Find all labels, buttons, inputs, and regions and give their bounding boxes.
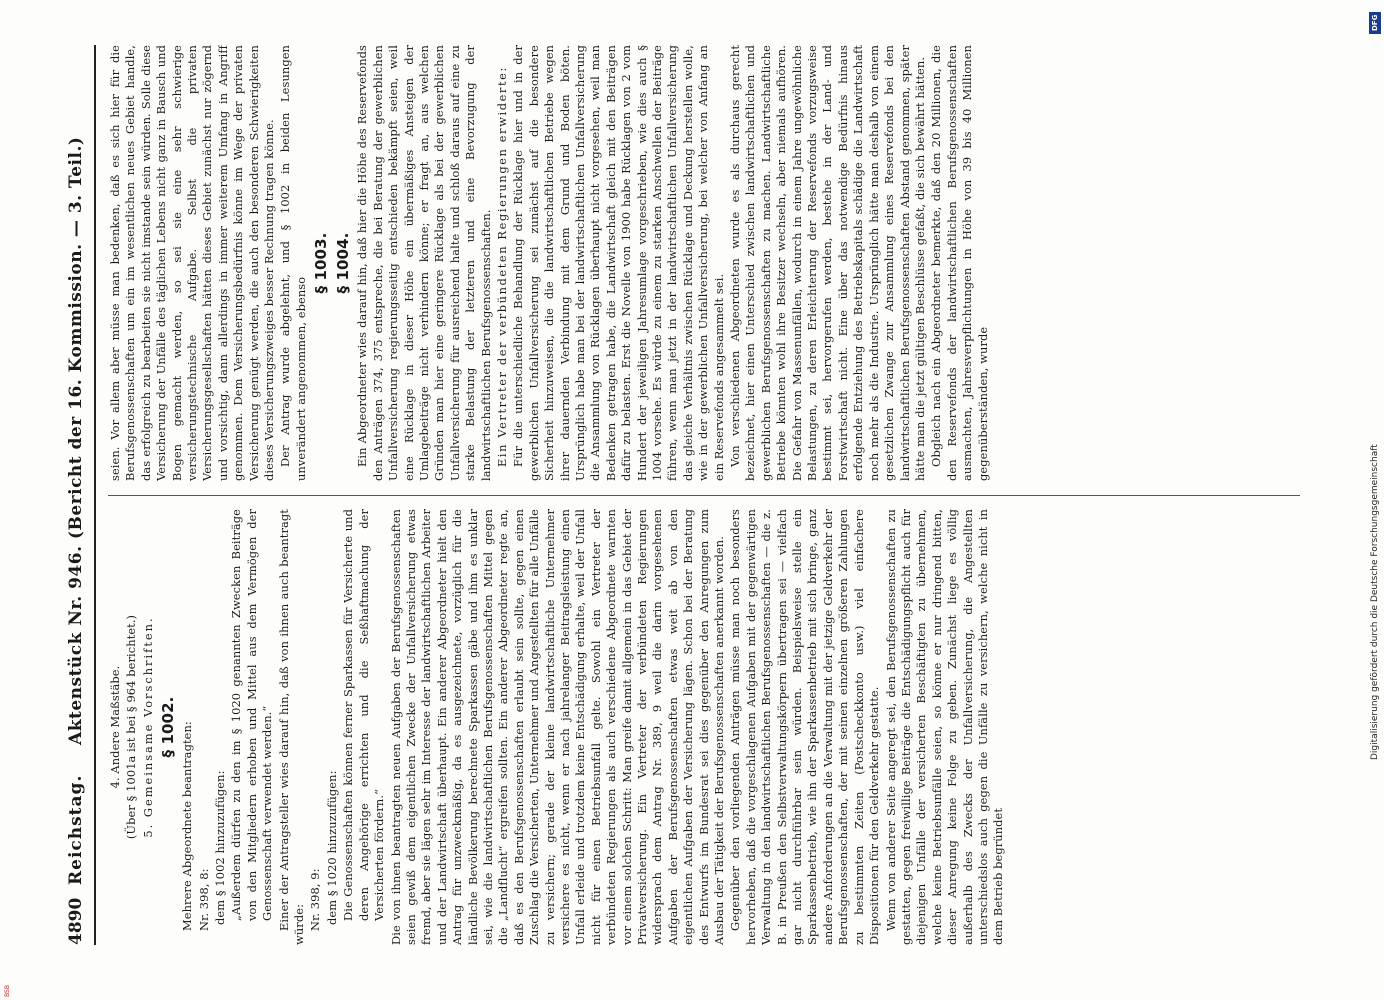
digitization-credit: Digitalisierung gefördert durch die Deutsche Forschungsgemeinschaft (1370, 444, 1380, 760)
note: (Über § 1001a ist bei § 964 berichtet.) (124, 614, 139, 840)
paragraph: Ein Abgeordneter wies darauf hin, daß hier die Höhe des Reservefonds den Anträgen 374, 375 entspreche, die bei Beratung der gewerblichen Unfallversicherung regierungsseitig entschieden bekämpft seien, weil eine Rücklage in dieser Höhe ein übermäßiges Ansteigen der Umlagebeiträge nicht verhindern könne; er fragt an, aus welchen Gründen man hier eine geringere Rücklage als bei der gewerblichen Unfallversicherung für ausreichend halte und schloß daraus auf eine zu starke Belastung der letzteren und eine Bevorzugung der landwirtschaftlichen Berufsgenossenschaften. (355, 45, 493, 481)
rotated-document-page (60, 45, 1300, 945)
paragraph: Gegenüber den vorliegenden Anträgen müsse man noch besonders hervorheben, daß die vorgeschlagenen Aufgaben mit der gegenwärtigen Verwaltung in den landwirtschaftlichen Berufsgenossenschaften — die z. B. in Preußen den Selbstverwaltungskörpern übertragen sei — vielfach gar nicht durchführbar sein würden. Beispielsweise stelle ein Sparkassenbetrieb, wie ihn der Sparkassenbetrieb mit sich bringe, ganz andere Anforderungen an die Verwaltung mit der jetzige Geldverkehr der Berufsgenossenschaften, der mit seinen einzelnen größeren Zahlungen zu bestimmten Zeiten (Postscheckkonto usw.) viel einfachere Dispositionen für den Geldverkehr gestatte. (728, 509, 882, 945)
section-heading: 5. Gemeinsame Vorschriften. (140, 616, 155, 838)
paragraph-heading: § 1003. (312, 232, 331, 294)
bsb-stamp: BSB (4, 985, 11, 997)
paragraph: seien. Vor allem aber müsse man bedenken, daß es sich hier für die Berufsgenossenschaften um ein im wesentlichen neues Gebiet handle, das erfolgreich zu bearbeiten sie nicht imstande sein würden. Solle diese Versicherung der Unfälle des täglichen Lebens nicht ganz in Bausch und Bogen gemacht werden, so sei sie eine sehr schwierige versicherungstechnische Aufgabe. Selbst die privaten Versicherungsgesellschaften hätten dieses Gebiet zunächst nur zögernd und vorsichtig, dann allerdings in immer weiterem Umfang in Angriff genommen. Dem Versicherungsbedürfnis könne im Wege der privaten Versicherung genügt werden, die auch den besonderen Schwierigkeiten dieses Versicherungszweiges besser Rechnung tragen könne. (108, 45, 277, 481)
column-divider (108, 495, 1300, 496)
paragraph: Einer der Antragsteller wies darauf hin, daß von ihnen auch beantragt würde: (276, 509, 307, 945)
page-number: 4890 (66, 897, 86, 945)
paragraph: Nr. 398, 8: (196, 868, 211, 931)
left-column (108, 509, 1300, 945)
paragraph: Wenn von anderer Seite angeregt sei, den Berufsgenossenschaften zu gestatten, gegen freiwillige Beiträge die Entschädigungspflicht auch für diejenigen Unfälle der versicherten Beschäftigten zu übernehmen, welche keine Betriebsunfälle seien, so könne er nur dringend bitten, dieser Anregung keine Folge zu geben. Zunächst liege es völlig außerhalb des Zwecks der Unfallversicherung, die Angestellten unterschiedslos auch gegen die Unfälle zu versichern, welche nicht in dem Betrieb begründet (883, 509, 1006, 945)
paragraph-heading: § 1004. (334, 232, 353, 294)
quote: Die Genossenschaften können ferner Sparkassen für Versicherte und deren Angehörige errichten und die Seßhaftmachung der Versicherten fördern.“ (341, 509, 387, 921)
right-column (108, 45, 1300, 481)
header-left: Reichstag. (66, 774, 86, 885)
paragraph: Von verschiedenen Abgeordneten wurde es als durchaus gerecht bezeichnet, hier einen Unterschied zwischen landwirtschaftlichen und gewerblichen Berufsgenossenschaften zu machen. Landwirtschaftliche Betriebe könnten wohl ihre Besitzer wechseln, aber niemals aufhören. Die Gefahr von Massenunfällen, wodurch in einem Jahre ungewöhnliche Belastungen, zu deren Erleichterung der Reservefonds vorzugsweise bestimmt sei, hervorgerufen werden, bestehe in der Land- und Forstwirtschaft nicht. Eine über das notwendige Bedürfnis hinaus erfolgende Entziehung des Betriebskapitals schädige die Landwirtschaft noch mehr als die Industrie. Ursprünglich hätte man deshalb von einem gesetzlichen Zwange zur Ansammlung eines Reservefonds bei den landwirtschaftlichen Berufsgenossenschaften Abstand genommen, später hätte man die jetzt gültigen Beschlüsse gefaßt, die sich bewährt hätten. (728, 45, 927, 481)
running-header (60, 45, 96, 945)
quote: „Außerdem dürfen zu den im § 1020 genannten Zwecken Beiträge von den Mitgliedern erhoben und Mittel aus dem Vermögen der Genossenschaft verwendet werden.“ (229, 509, 275, 921)
header-title: Aktenstück Nr. 946. (Bericht der 16. Kommission. — 3. Teil.) (66, 136, 86, 745)
paragraph: Der Antrag wurde abgelehnt, und § 1002 in beiden Lesungen unverändert angenommen, ebenso (278, 45, 308, 481)
paragraph: Für die unterschiedliche Behandlung der Rücklage hier und in der gewerblichen Unfallversicherung sei zunächst auf die besondere Sicherheit hinzuweisen, die die landwirtschaftlichen Betriebe wegen ihrer dauernden Verbindung mit dem Grund und Boden böten. Ursprünglich habe man bei der landwirtschaftlichen Unfallversicherung die Ansammlung von Rücklagen überhaupt nicht vorgesehen, weil man Bedenken getragen habe, die Landwirtschaft gleich mit den Beiträgen dafür zu belasten. Erst die Novelle von 1900 habe Rücklagen von 2 vom Hundert der jeweiligen Jahresumlage vorgeschrieben, wie dies auch § 1004 vorsehe. Es würde zu einem zu starken Anschwellen der Beiträge führen, wenn man jetzt in der landwirtschaftlichen Unfallversicherung das gleiche Verhältnis zwischen Rücklage und Deckung herstellen wolle, wie in der gewerblichen Unfallversicherung, bei welcher von Anfang an ein Reservefonds angesammelt sei. (511, 45, 726, 481)
section-heading: 4. Andere Maßstäbe. (108, 665, 122, 789)
paragraph: Nr. 398, 9: (308, 868, 323, 931)
paragraph: Mehrere Abgeordnete beantragten: (180, 721, 195, 931)
paragraph: dem § 1002 hinzuzufügen: (213, 770, 228, 925)
paragraph: Obgleich nach ein Abgeordneter bemerkte, daß den 20 Millionen, die den Reservefonds der landwirtschaftlichen Berufsgenossenschaften ausmachten, Jahresverpflichtungen in Höhe von 39 bis 40 Millionen gegenüberständen, wurde (929, 45, 990, 481)
dfg-logo: DFG (1369, 12, 1381, 34)
paragraph-heading: § 1002. (159, 696, 178, 758)
paragraph: Die von ihnen beantragten neuen Aufgaben der Berufsgenossenschaften seien gewiß dem eigentlichen Zwecke der Unfallversicherung etwas fremd, aber sie lägen sehr im Interesse der landwirtschaftlichen Arbeiter und der Landwirtschaft überhaupt. Ein anderer Abgeordneter hielt den Antrag für unzweckmäßig, da es ausgezeichnete, vorzüglich für die ländliche Bevölkerung berechnete Sparkassen gäbe und ihm es unklar sei, wie die landwirtschaftlichen Berufsgenossenschaften Mittel gegen die „Landflucht“ ergreifen sollten. Ein anderer Abgeordneter regte an, daß es den Berufsgenossenschaften erlaubt sein sollte, gegen einen Zuschlag die Versicherten, Unternehmer und Angestellten für alle Unfälle zu versichern; gerade der kleine landwirtschaftliche Unternehmer versichere es nicht, wenn er nach jahrelanger Beitragsleistung einen Unfall erleide und trotzdem keine Entschädigung erhalte, weil der Unfall nicht für einen Betriebsunfall gelte. Sowohl ein Vertreter der verbündeten Regierungen als auch verschiedene Abgeordnete warnten vor einem solchen Schritt: Man greife damit allgemein in das Gebiet der Privatversicherung. Ein Vertreter der verbündeten Regierungen widersprach dem Antrag Nr. 389, 9 weil die darin vorgesehenen Aufgaben der Berufsgenossenschaften etwas weit ab von den eigentlichen Aufgaben der Versicherung lägen. Schon bei der Beratung des Entwurfs im Bundesrat sei dies gegenüber den Anregungen zum Ausbau der Tätigkeit der Berufsgenossenschaften anerkannt worden. (388, 509, 727, 945)
paragraph: dem § 1020 hinzuzufügen: (324, 770, 339, 925)
paragraph: Ein Vertreter der verbündeten Regierungen erwiderte: (494, 66, 509, 467)
